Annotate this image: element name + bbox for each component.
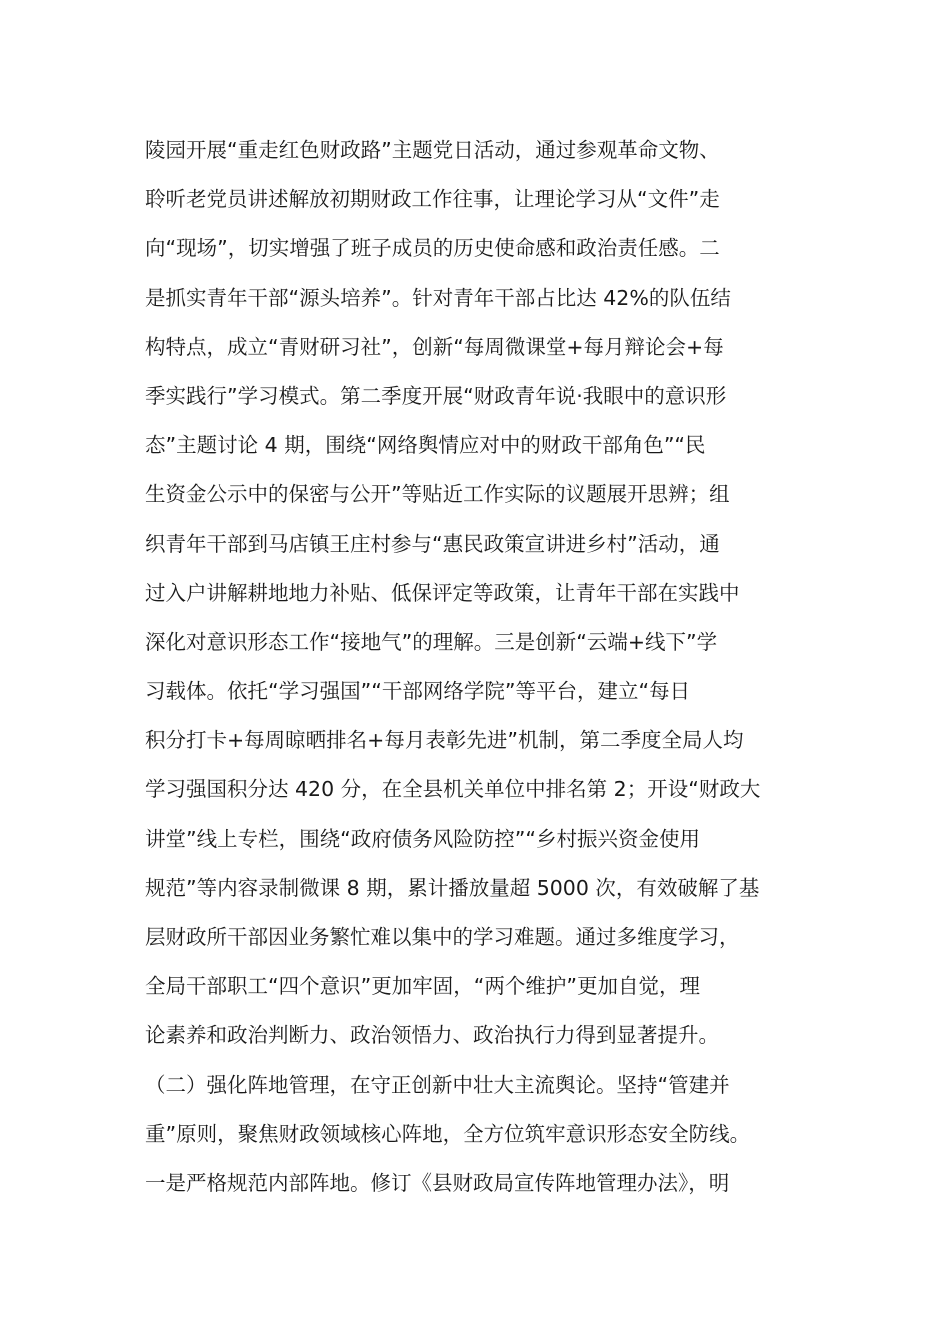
text-line: 规范”等内容录制微课 8 期，累计播放量超 5000 次，有效破解了基 — [145, 875, 760, 900]
text-line: 讲堂”线上专栏，围绕“政府债务风险防控”“乡村振兴资金使用 — [145, 826, 700, 851]
text-line: 陵园开展“重走红色财政路”主题党日活动，通过参观革命文物、 — [145, 138, 720, 162]
text-line: 态”主题讨论 4 期，围绕“网络舆情应对中的财政干部角色”“民 — [145, 433, 706, 458]
text-line: 构特点，成立“青财研习社”，创新“每周微课堂+每月辩论会+每 — [145, 334, 724, 359]
text-line: 重”原则，聚焦财政领域核心阵地，全方位筑牢意识形态安全防线。 — [145, 1121, 751, 1146]
text-line: 积分打卡+每周晾晒排名+每月表彰先进”机制，第二季度全局人均 — [145, 728, 744, 753]
text-line: 季实践行”学习模式。第二季度开展“财政青年说·我眼中的意识形 — [145, 383, 727, 408]
text-line: 是抓实青年干部“源头培养”。针对青年干部占比达 42%的队伍结 — [145, 285, 731, 310]
text-line: 向“现场”，切实增强了班子成员的历史使命感和政治责任感。二 — [145, 236, 720, 261]
text-line: 层财政所干部因业务繁忙难以集中的学习难题。通过多维度学习， — [145, 925, 740, 949]
text-line: 深化对意识形态工作“接地气”的理解。三是创新“云端+线下”学 — [145, 629, 718, 654]
text-line: 全局干部职工“四个意识”更加牢固，“两个维护”更加自觉，理 — [145, 974, 700, 999]
text-line: 习载体。依托“学习强国”“干部网络学院”等平台，建立“每日 — [145, 679, 691, 704]
text-line: 学习强国积分达 420 分，在全县机关单位中排名第 2；开设“财政大 — [145, 777, 761, 802]
body-text — [145, 126, 825, 1208]
text-line: 聆听老党员讲述解放初期财政工作往事，让理论学习从“文件”走 — [145, 187, 720, 212]
text-line: 生资金公示中的保密与公开”等贴近工作实际的议题展开思辨；组 — [145, 482, 730, 507]
text-line: 织青年干部到马店镇王庄村参与“惠民政策宣讲进乡村”活动，通 — [145, 531, 720, 556]
text-line: 论素养和政治判断力、政治领悟力、政治执行力得到显著提升。 — [145, 1023, 719, 1048]
text-line: 过入户讲解耕地地力补贴、低保评定等政策，让青年干部在实践中 — [145, 580, 740, 605]
section-heading-line: （二）强化阵地管理，在守正创新中壮大主流舆论。坚持“管建并 — [145, 1072, 730, 1097]
text-line: 一是严格规范内部阵地。修订《县财政局宣传阵地管理办法》，明 — [145, 1170, 730, 1195]
